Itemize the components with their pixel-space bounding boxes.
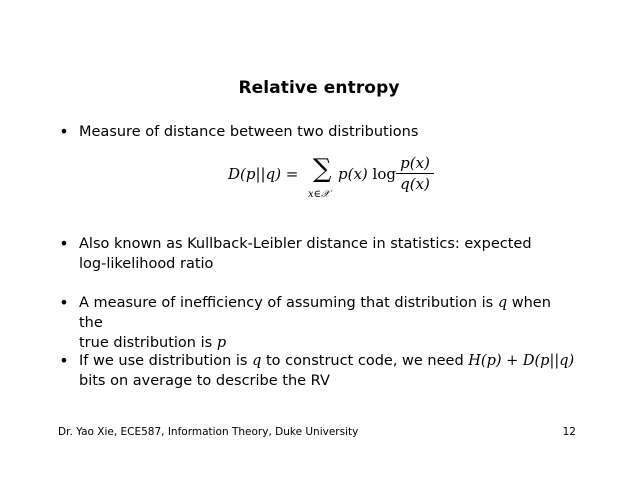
bullet-3-line-2-pre: true distribution is xyxy=(79,335,217,351)
slide-title: Relative entropy xyxy=(238,78,400,98)
variable-q: q xyxy=(497,295,508,311)
bullet-2-text xyxy=(79,234,579,274)
formula-lhs: D(p||q) = xyxy=(228,165,299,183)
bullet-3-line-1-pre: A measure of inefficiency of assuming that distribution is xyxy=(79,295,498,311)
formula-log: log xyxy=(372,165,396,183)
fraction-numerator: p(x) xyxy=(400,154,430,172)
sum-subscript: x∈𝒳 xyxy=(308,189,330,200)
slide-footer: Dr. Yao Xie, ECE587, Information Theory, Duke University xyxy=(58,426,359,438)
bullet-4-text xyxy=(79,351,579,391)
sum-symbol: ∑ xyxy=(313,154,332,184)
variable-q: q xyxy=(252,353,262,369)
formula-fraction xyxy=(396,154,434,193)
bullet-dot: • xyxy=(59,234,69,253)
fraction-bar xyxy=(396,173,434,174)
formula-term xyxy=(338,165,396,183)
entropy-expression: H(p) + D(p||q) xyxy=(468,353,575,369)
bullet-4-line-1-mid: to construct code, we need xyxy=(261,353,469,369)
bullet-dot: • xyxy=(59,122,69,141)
bullet-dot: • xyxy=(59,351,69,370)
page-number: 12 xyxy=(562,426,576,438)
bullet-3-text xyxy=(79,293,579,353)
bullet-4-line-1-pre: If we use distribution is xyxy=(79,353,253,369)
variable-p: p xyxy=(216,335,227,351)
formula-px: p(x) xyxy=(338,165,368,183)
bullet-2-line-1: Also known as Kullback-Leibler distance in statistics: expected xyxy=(79,236,532,252)
bullet-3-line-1-post: when the xyxy=(79,295,551,331)
bullet-2-line-2: log-likelihood ratio xyxy=(79,256,214,272)
bullet-1-text: Measure of distance between two distributions xyxy=(79,124,419,140)
fraction-denominator: q(x) xyxy=(400,175,430,193)
bullet-dot: • xyxy=(59,293,69,312)
bullet-4-line-2: bits on average to describe the RV xyxy=(79,373,330,389)
